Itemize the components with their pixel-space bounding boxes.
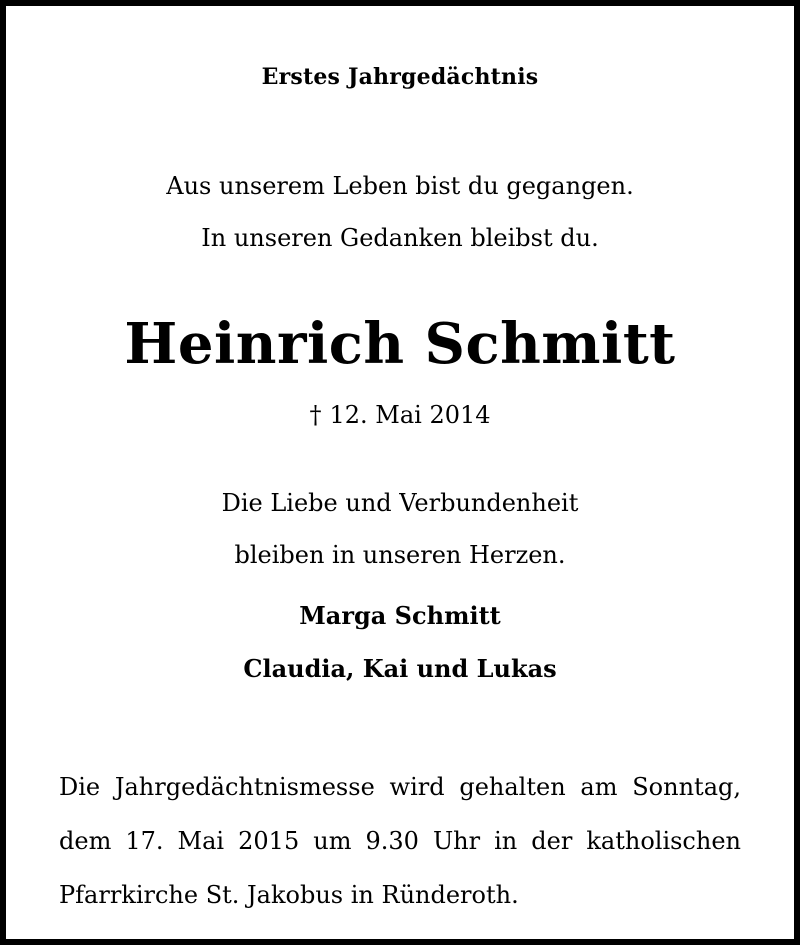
signer-2: Claudia, Kai und Lukas	[243, 654, 557, 683]
love-line-1: Die Liebe und Verbundenheit	[221, 489, 579, 517]
notice-heading: Erstes Jahrgedächtnis	[261, 64, 539, 90]
verse-line-2: In unseren Gedanken bleibst du.	[201, 224, 599, 252]
signer-1: Marga Schmitt	[299, 601, 501, 630]
verse-line-1: Aus unserem Leben bist du gegangen.	[166, 172, 634, 200]
deceased-name: Heinrich Schmitt	[124, 311, 676, 377]
mass-announcement: Die Jahrgedächtnismesse wird gehalten am Sonntag, dem 17. Mai 2015 um 9.30 Uhr in der katholischen Pfarrkirche St. Jakobus in Ründeroth.	[59, 773, 741, 909]
death-date: 12. Mai 2014	[329, 401, 491, 429]
love-line-2: bleiben in unseren Herzen.	[234, 541, 566, 569]
cross-icon: †	[309, 401, 322, 429]
death-date-line	[6, 403, 794, 427]
